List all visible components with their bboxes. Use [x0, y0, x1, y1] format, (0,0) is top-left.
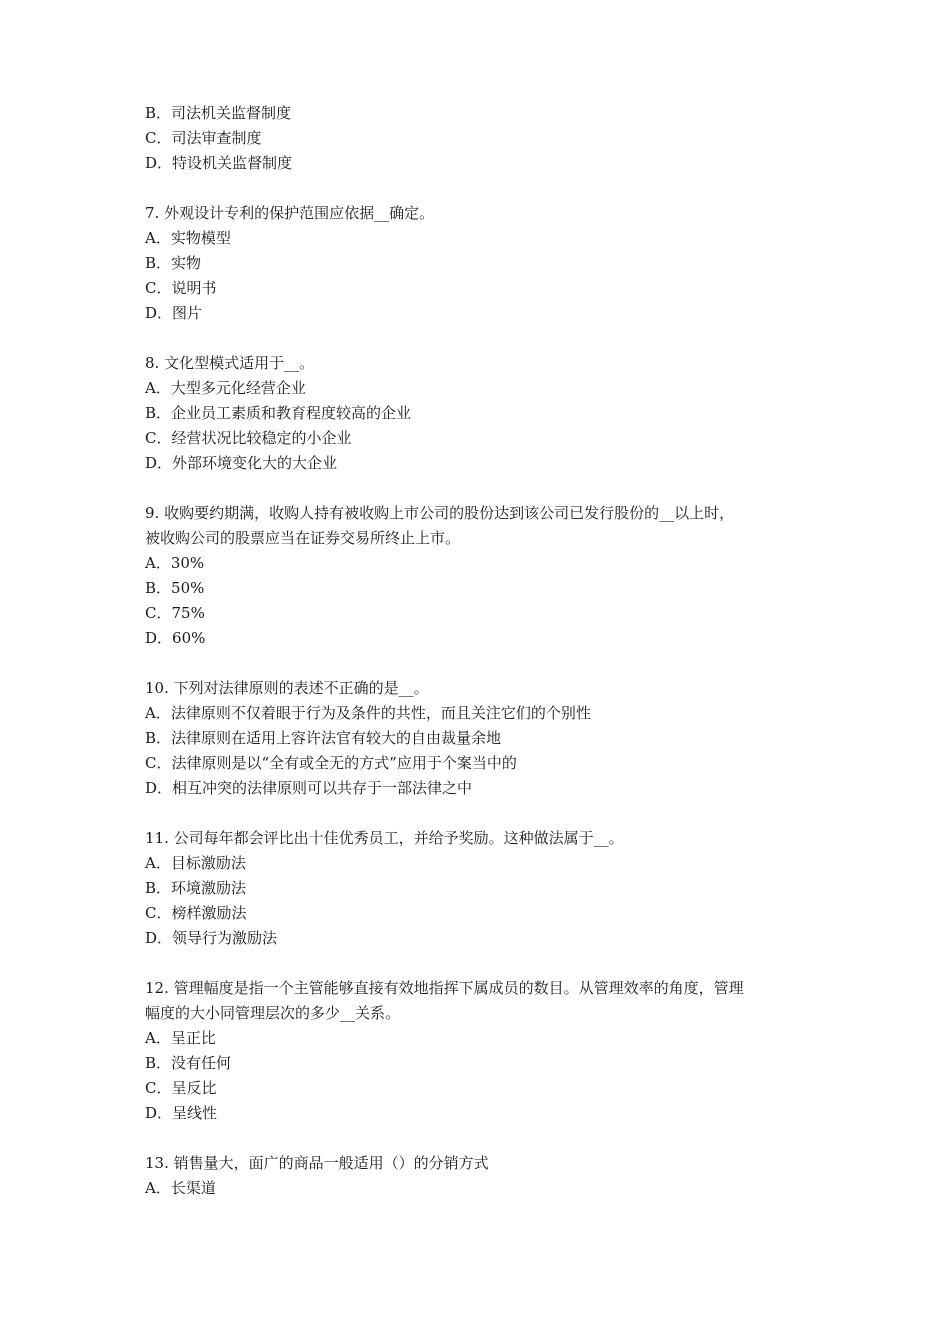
question-stem: 10. 下列对法律原则的表述不正确的是__。 — [145, 679, 429, 697]
question-spacer — [145, 801, 825, 826]
option-line: C．司法审查制度 — [145, 129, 262, 147]
question-stem: 13. 销售量大，面广的商品一般适用（）的分销方式 — [145, 1154, 489, 1172]
question-spacer — [145, 476, 825, 501]
question-spacer — [145, 651, 825, 676]
option-line: B．司法机关监督制度 — [145, 104, 292, 122]
question-stem: 8. 文化型模式适用于__。 — [145, 354, 315, 372]
option-line: A．长渠道 — [145, 1179, 216, 1197]
lead-options — [145, 101, 825, 176]
option-line: A．大型多元化经营企业 — [145, 379, 306, 397]
question-spacer — [145, 1126, 825, 1151]
option-line: D．相互冲突的法律原则可以共存于一部法律之中 — [145, 779, 473, 797]
option-line: C．榜样激励法 — [145, 904, 247, 922]
option-line: B．法律原则在适用上容许法官有较大的自由裁量余地 — [145, 729, 502, 747]
option-line: A．实物模型 — [145, 229, 231, 247]
option-line: B．企业员工素质和教育程度较高的企业 — [145, 404, 412, 422]
question-spacer — [145, 951, 825, 976]
option-line: A．呈正比 — [145, 1029, 216, 1047]
option-line: C．呈反比 — [145, 1079, 217, 1097]
question-stem: 7. 外观设计专利的保护范围应依据__确定。 — [145, 204, 435, 222]
option-line: A．目标激励法 — [145, 854, 246, 872]
option-line: D．60% — [145, 629, 206, 647]
option-line: D．特设机关监督制度 — [145, 154, 293, 172]
question-block — [145, 501, 825, 651]
document-page — [145, 101, 825, 1201]
question-stem: 幅度的大小同管理层次的多少__关系。 — [145, 1004, 401, 1022]
question-block — [145, 826, 825, 951]
question-stem: 12. 管理幅度是指一个主管能够直接有效地指挥下属成员的数目。从管理效率的角度，管理 — [145, 979, 744, 997]
question-block — [145, 351, 825, 476]
option-line: B．50% — [145, 579, 205, 597]
question-stem: 11. 公司每年都会评比出十佳优秀员工，并给予奖励。这种做法属于__。 — [145, 829, 624, 847]
option-line: B．环境激励法 — [145, 879, 247, 897]
option-line: C．75% — [145, 604, 205, 622]
option-line: D．呈线性 — [145, 1104, 218, 1122]
question-spacer — [145, 176, 825, 201]
option-line: A．30% — [145, 554, 205, 572]
question-block — [145, 976, 825, 1126]
question-list — [145, 176, 825, 1201]
question-spacer — [145, 326, 825, 351]
question-block — [145, 201, 825, 326]
option-line: B．没有任何 — [145, 1054, 232, 1072]
option-line: C．经营状况比较稳定的小企业 — [145, 429, 352, 447]
question-block — [145, 676, 825, 801]
option-line: C．说明书 — [145, 279, 217, 297]
option-line: D．图片 — [145, 304, 203, 322]
option-line: B．实物 — [145, 254, 202, 272]
question-stem: 9. 收购要约期满，收购人持有被收购上市公司的股份达到该公司已发行股份的__以上时， — [145, 504, 735, 522]
option-line: D．领导行为激励法 — [145, 929, 278, 947]
question-block — [145, 1151, 825, 1201]
question-stem: 被收购公司的股票应当在证券交易所终止上市。 — [145, 529, 461, 547]
option-line: D．外部环境变化大的大企业 — [145, 454, 338, 472]
option-line: A．法律原则不仅着眼于行为及条件的共性，而且关注它们的个别性 — [145, 704, 591, 722]
option-line: C．法律原则是以“全有或全无的方式”应用于个案当中的 — [145, 754, 517, 772]
